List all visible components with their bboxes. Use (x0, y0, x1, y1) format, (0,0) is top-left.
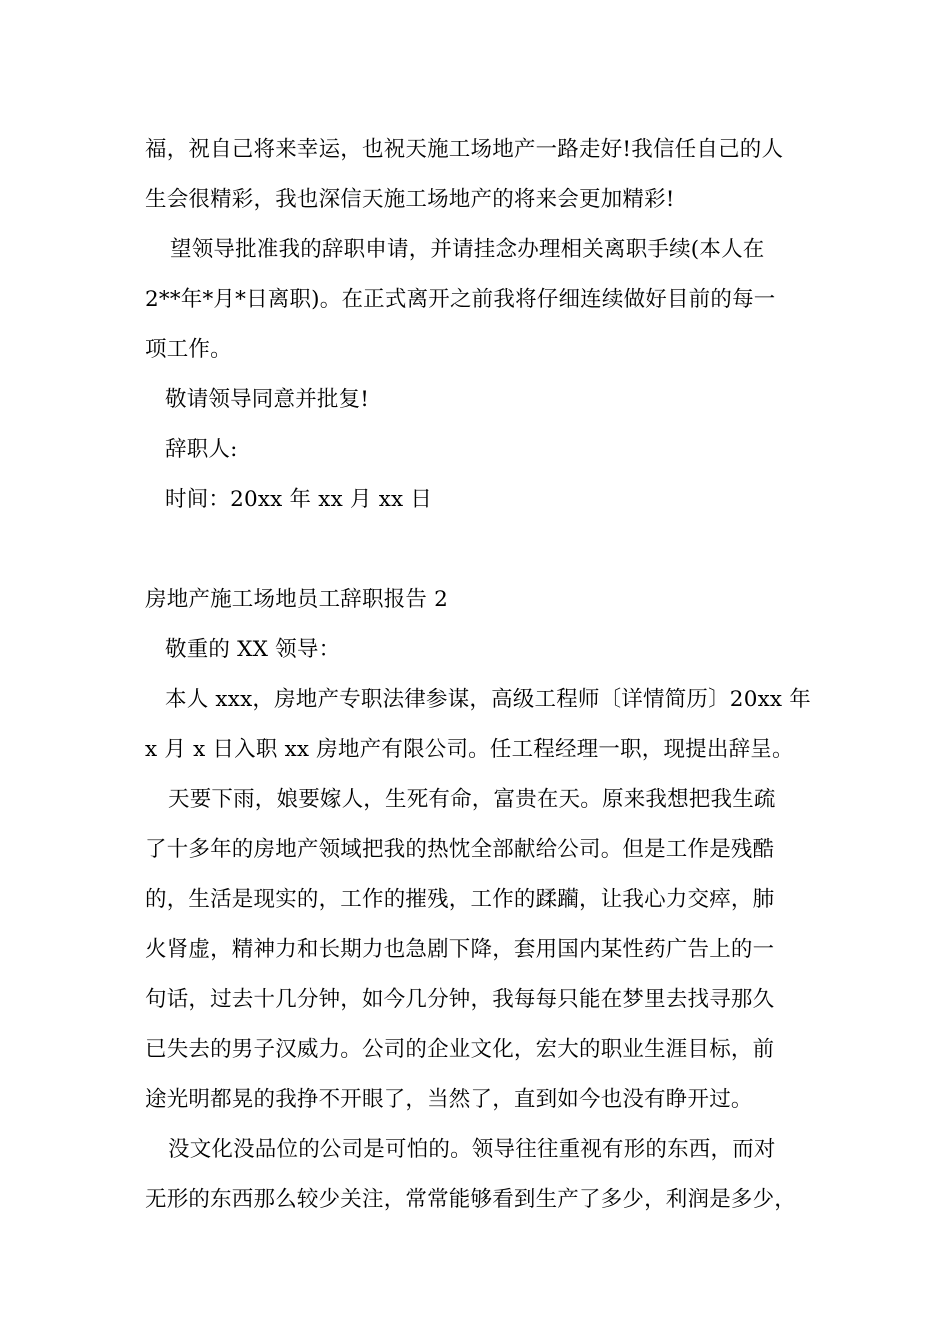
signature-label: 辞职人: (165, 437, 238, 462)
paragraph-line: 途光明都晃的我挣不开眼了，当然了，直到如今也没有睁开过。 (145, 1087, 753, 1112)
paragraph-line: 福，祝自己将来幸运，也祝天施工场地产一路走好!我信任自己的人 (145, 137, 784, 162)
paragraph-line: 天要下雨，娘要嫁人，生死有命，富贵在天。原来我想把我生疏 (168, 787, 776, 812)
paragraph-line: x 月 x 日入职 xx 房地产有限公司。任工程经理一职，现提出辞呈。 (145, 737, 794, 762)
closing-request: 敬请领导同意并批复! (165, 387, 370, 412)
paragraph-line: 2**年*月*日离职)。在正式离开之前我将仔细连续做好目前的每一 (145, 287, 776, 312)
paragraph-line: 的，生活是现实的，工作的摧残，工作的蹂躏，让我心力交瘁，肺 (145, 887, 775, 912)
paragraph-line: 本人 xxx，房地产专职法律参谋，高级工程师〔详情简历〕20xx 年 (165, 687, 811, 712)
date-line: 时间：20xx 年 xx 月 xx 日 (165, 487, 433, 512)
section-title: 房地产施工场地员工辞职报告 2 (145, 587, 449, 612)
salutation: 敬重的 XX 领导： (165, 637, 341, 662)
paragraph-line: 生会很精彩，我也深信天施工场地产的将来会更加精彩! (145, 187, 675, 212)
paragraph-line: 句话，过去十几分钟，如今几分钟，我每每只能在梦里去找寻那久 (145, 987, 775, 1012)
paragraph-line: 已失去的男子汉威力。公司的企业文化，宏大的职业生涯目标，前 (145, 1037, 775, 1062)
paragraph-line: 了十多年的房地产领域把我的热忱全部献给公司。但是工作是残酷 (145, 837, 775, 862)
paragraph-line: 望领导批准我的辞职申请，并请挂念办理相关离职手续(本人在 (170, 237, 765, 262)
paragraph-line: 火肾虚，精神力和长期力也急剧下降，套用国内某性药广告上的一 (145, 937, 775, 962)
paragraph-line: 无形的东西那么较少关注，常常能够看到生产了多少，利润是多少， (145, 1187, 797, 1212)
paragraph-line: 没文化没品位的公司是可怕的。领导往往重视有形的东西，而对 (168, 1137, 776, 1162)
paragraph-line: 项工作。 (145, 337, 232, 362)
